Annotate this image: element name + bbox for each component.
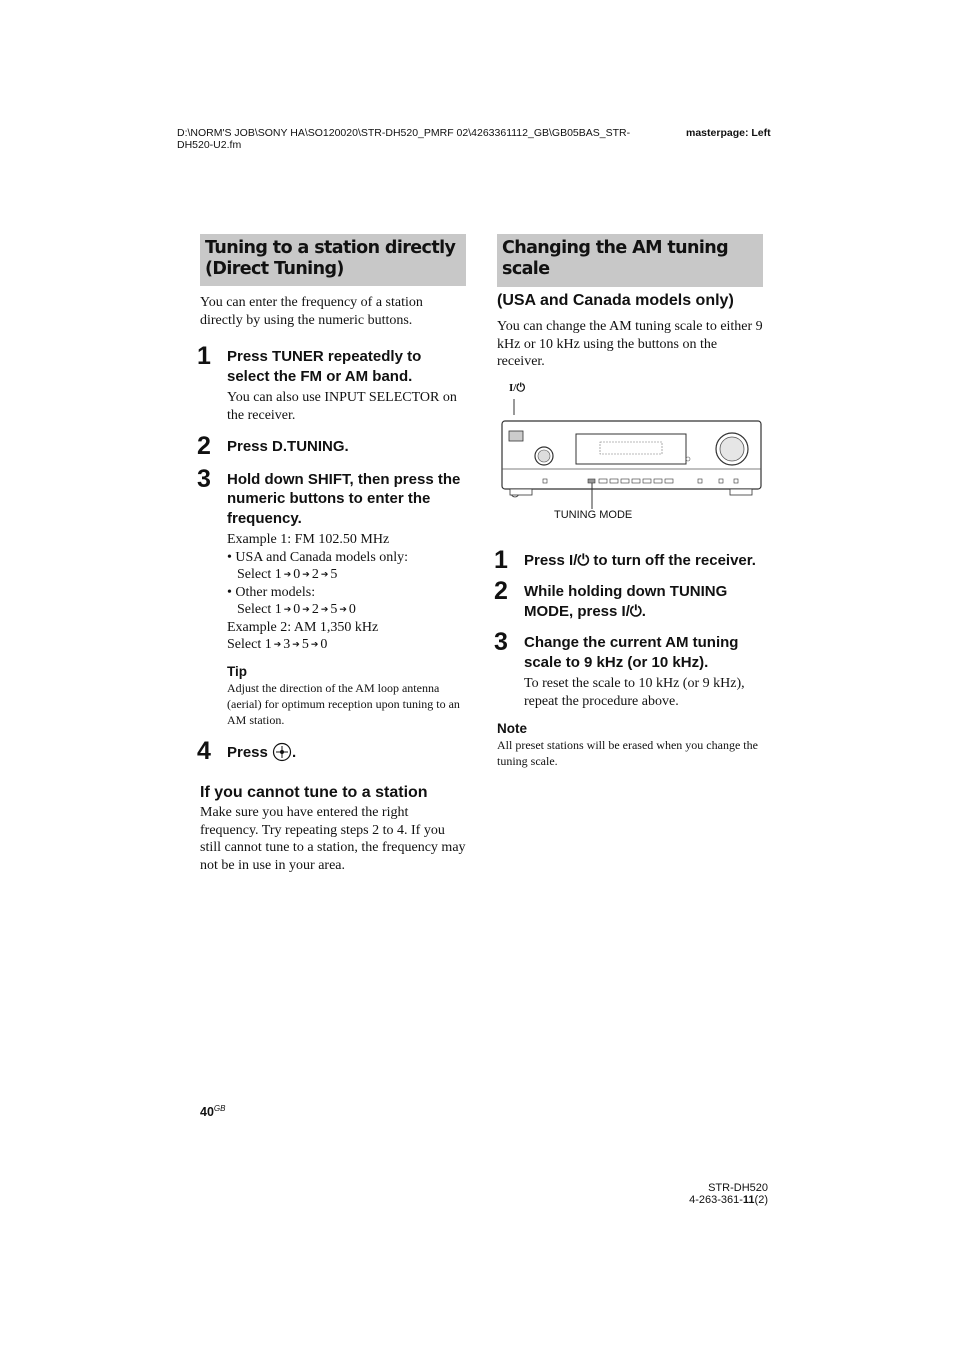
other-select-sequence: Select 1 ➔ 0 ➔ 2 ➔ 5 ➔ 0: [237, 602, 356, 617]
note-label: Note: [497, 721, 527, 736]
right-column: [494, 234, 763, 769]
intro-text: You can change the AM tuning scale to either 9 kHz or 10 kHz using the buttons on the receiver.: [497, 319, 763, 369]
arrow-right-icon: ➔: [302, 569, 310, 579]
enter-button-icon: [272, 742, 292, 762]
arrow-right-icon: ➔: [320, 569, 329, 579]
subheading-usa-canada: (USA and Canada models only): [497, 292, 734, 309]
step-number: 4: [197, 736, 211, 765]
left-column: [197, 234, 466, 874]
arrow-right-icon: ➔: [273, 639, 282, 649]
receiver-front-panel-icon: [497, 399, 763, 509]
arrow-right-icon: ➔: [283, 604, 292, 614]
step-title: While holding down TUNING MODE, press I/⏻.: [524, 583, 728, 620]
usa-select-sequence: Select 1 ➔ 0 ➔ 2 ➔ 5: [237, 567, 338, 582]
heading-line2: (Direct Tuning): [205, 259, 344, 279]
usa-models-label: • USA and Canada models only:: [227, 549, 409, 565]
step-number: 2: [494, 577, 508, 605]
file-path-header: [177, 127, 677, 151]
step-1: [197, 342, 466, 424]
receiver-illustration: [497, 379, 763, 544]
example-2-select-sequence: Select 1 ➔ 3 ➔ 5 ➔ 0: [227, 637, 328, 652]
masterpage-label: masterpage: Left: [686, 127, 771, 139]
footer-model-info: [689, 1182, 768, 1206]
tip-text: Adjust the direction of the AM loop antenna (aerial) for optimum reception upon tuning to an AM station.: [227, 680, 460, 727]
arrow-right-icon: ➔: [310, 639, 319, 649]
tuning-mode-label: TUNING MODE: [554, 508, 633, 521]
page-number: $40^{GB}$: [200, 1104, 226, 1120]
step-title: Press TUNER repeatedly to select the FM or AM band.: [227, 348, 422, 385]
step-title: Press I/⏻ to turn off the receiver.: [524, 551, 756, 569]
trouble-heading: If you cannot tune to a station: [200, 784, 428, 801]
example-2: Example 2: AM 1,350 kHz: [227, 619, 379, 635]
other-models-label: • Other models:: [227, 584, 316, 600]
step-number: 3: [494, 628, 508, 656]
step-1: [494, 545, 763, 574]
arrow-right-icon: ➔: [320, 604, 329, 614]
step-number: 2: [197, 432, 211, 460]
step-number: 1: [494, 545, 508, 574]
arrow-right-icon: ➔: [283, 569, 292, 579]
page-suffix: GB: [213, 1104, 226, 1113]
example-1: Example 1: FM 102.50 MHz: [227, 532, 390, 547]
heading-line1: Tuning to a station directly: [205, 238, 456, 258]
step-2: [494, 577, 763, 621]
arrow-right-icon: ➔: [339, 604, 347, 614]
tip-label: Tip: [227, 663, 247, 679]
step-number: 3: [197, 464, 211, 493]
intro-text: You can enter the frequency of a station directly by using the numeric buttons.: [200, 295, 423, 328]
model-name: STR-DH520: [708, 1182, 768, 1194]
step-examples: [227, 531, 466, 654]
section-heading-am-tuning-scale: Changing the AM tuning scale: [497, 234, 763, 287]
step-body: You can also use INPUT SELECTOR on the receiver.: [227, 390, 457, 423]
power-label: I/⏻: [509, 381, 526, 394]
step-3: [494, 628, 763, 710]
step-body: To reset the scale to 10 kHz (or 9 kHz), repeat the procedure above.: [524, 676, 745, 709]
section-heading-direct-tuning: [200, 234, 466, 286]
step-title: Change the current AM tuning scale to 9 kHz (or 10 kHz).: [524, 634, 739, 671]
trouble-text: Make sure you have entered the right frequency. Try repeating steps 2 to 4. If you still cannot tune to a station, the frequency may not be in use in your area.: [200, 805, 466, 873]
arrow-right-icon: ➔: [302, 604, 310, 614]
note-text: All preset stations will be erased when you change the tuning scale.: [497, 738, 758, 768]
step-number: 1: [197, 342, 211, 370]
part-code: 4-263-361-11(2): [689, 1194, 768, 1206]
step-title: Hold down SHIFT, then press the numeric buttons to enter the frequency.: [227, 470, 461, 527]
step-4: [197, 736, 466, 765]
file-path-line1: D:\NORM'S JOB\SONY HA\SO120020\STR-DH520_PMRF 02\4263361112_GB\GB05BAS_STR-: [177, 127, 631, 139]
file-path-line2: DH520-U2.fm: [177, 139, 242, 151]
step-3: [197, 464, 466, 728]
arrow-right-icon: ➔: [292, 639, 300, 649]
step-2: [197, 432, 466, 460]
step-title: Press D.TUNING.: [227, 438, 349, 455]
step-title: Press .: [227, 743, 297, 761]
